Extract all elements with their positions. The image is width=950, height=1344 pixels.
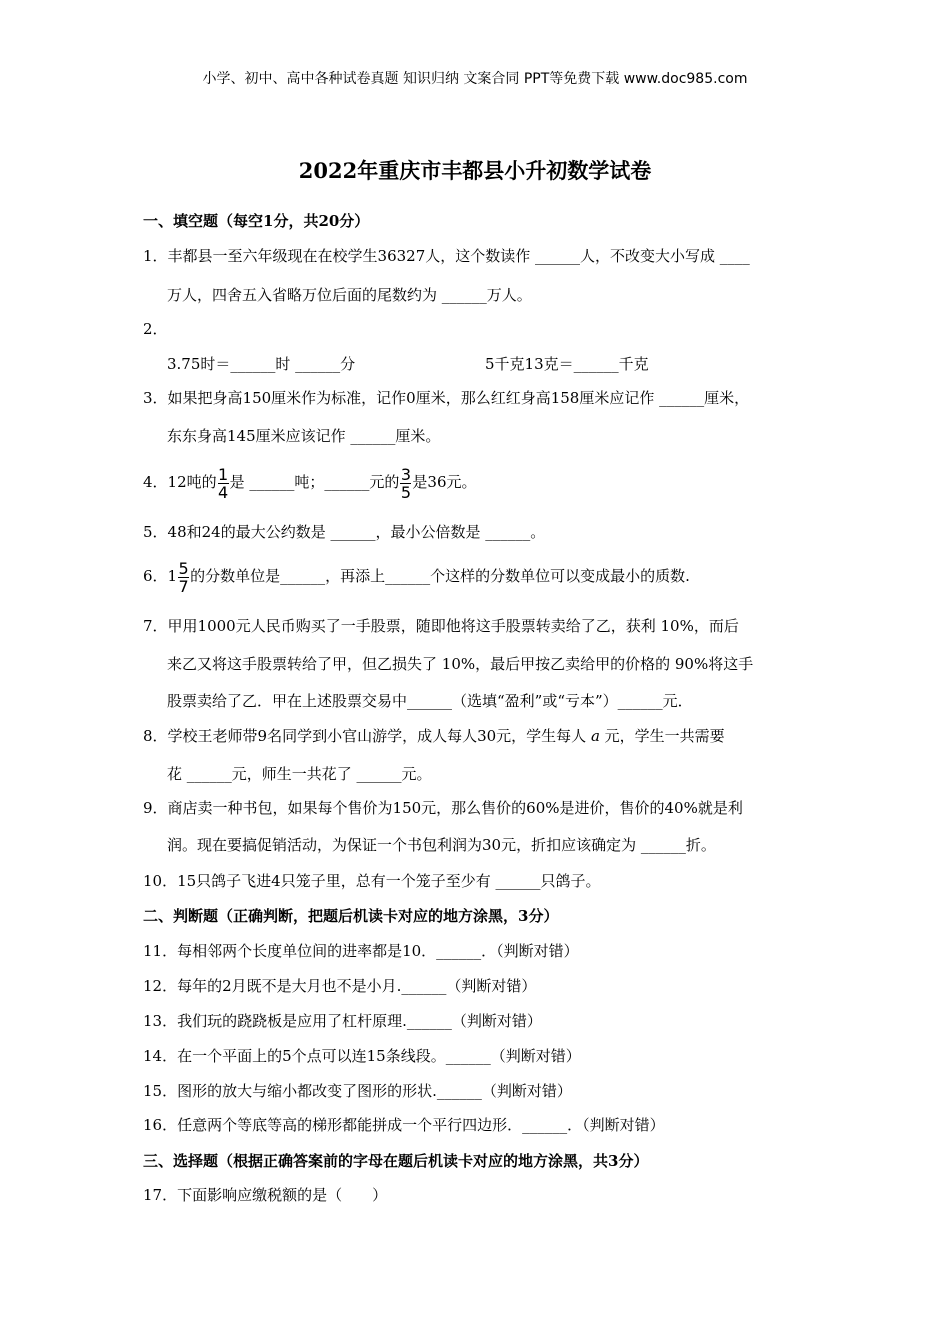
q9-line1: 9．商店卖一种书包，如果每个售价为150元，那么售价的60%是进价，售价的40%就是利 (143, 799, 743, 817)
q1-line1: 1．丰都县一至六年级现在在校学生36327人，这个数读作 ______人，不改变大小写成 ____ (143, 247, 750, 265)
q4 (143, 459, 477, 505)
q17: 17．下面影响应缴税额的是（ ） (143, 1186, 388, 1204)
q15: 15．图形的放大与缩小都改变了图形的形状.______（判断对错） (143, 1082, 572, 1100)
q4-text-3: 是36元。 (412, 473, 477, 491)
q16: 16．任意两个等底等高的梯形都能拼成一个平行四边形．______．（判断对错） (143, 1116, 665, 1134)
q10: 10．15只鸽子飞进4只笼子里，总有一个笼子至少有 ______只鸽子。 (143, 872, 601, 890)
q14: 14．在一个平面上的5个点可以连15条线段。______（判断对错） (143, 1047, 581, 1065)
q2-number: 2． (143, 320, 168, 338)
q3-line2: 东东身高145厘米应该记作 ______厘米。 (167, 427, 441, 445)
q8-line2: 花 ______元，师生一共花了 ______元。 (167, 765, 432, 783)
q6-text-1: 6．1 (143, 567, 178, 585)
q12: 12．每年的2月既不是大月也不是小月.______（判断对错） (143, 977, 537, 995)
q7-line2: 来乙又将这手股票转给了甲，但乙损失了 10%，最后甲按乙卖给甲的价格的 90%将这手 (167, 655, 754, 673)
page-header: 小学、初中、高中各种试卷真题 知识归纳 文案合同 PPT等免费下载 www.doc985.com (202, 71, 748, 87)
fraction-one-quarter: $\frac{1}{4}$ (218, 464, 229, 502)
section-2-heading: 二、判断题（正确判断，把题后机读卡对应的地方涂黑，3分） (143, 907, 559, 925)
q6-text-2: 的分数单位是______，再添上______个这样的分数单位可以变成最小的质数. (190, 567, 690, 585)
variable-a: a (590, 727, 600, 745)
q8-line1: 8．学校王老师带9名同学到小官山游学，成人每人30元，学生每人 a 元，学生一共需要 (143, 727, 725, 745)
q7-line1: 7．甲用1000元人民币购买了一手股票，随即他将这手股票转卖给了乙，获利 10%，而后 (143, 617, 739, 635)
q1-line2: 万人，四舍五入省略万位后面的尾数约为 ______万人。 (167, 286, 532, 304)
q2-part-a: 3.75时＝______时 ______分 (167, 355, 356, 373)
q4-text-2: 是 ______吨；______元的 (229, 473, 400, 491)
fraction-three-fifths: $\frac{3}{5}$ (400, 464, 412, 502)
q2-part-b: 5千克13克＝______千克 (485, 355, 649, 373)
q11: 11．每相邻两个长度单位间的进率都是10．______．（判断对错） (143, 942, 579, 960)
q13: 13．我们玩的跷跷板是应用了杠杆原理.______（判断对错） (143, 1012, 542, 1030)
fraction-five-sevenths: $\frac{5}{7}$ (178, 558, 189, 596)
q5: 5．48和24的最大公约数是 ______，最小公倍数是 ______。 (143, 523, 546, 541)
q3-line1: 3．如果把身高150厘米作为标准，记作0厘米，那么红红身高158厘米应记作 ______厘米， (143, 389, 750, 407)
q7-line3: 股票卖给了乙．甲在上述股票交易中______（选填“盈利”或“亏本”）______元． (167, 692, 693, 710)
section-1-heading: 一、填空题（每空1分，共20分） (143, 212, 370, 230)
exam-title: 2022年重庆市丰都县小升初数学试卷 (298, 158, 652, 183)
q9-line2: 润。现在要搞促销活动，为保证一个书包利润为30元，折扣应该确定为 ______折。 (167, 836, 716, 854)
q6 (143, 553, 690, 599)
q4-text-1: 4．12吨的 (143, 473, 217, 491)
section-3-heading: 三、选择题（根据正确答案前的字母在题后机读卡对应的地方涂黑，共3分） (143, 1152, 649, 1170)
